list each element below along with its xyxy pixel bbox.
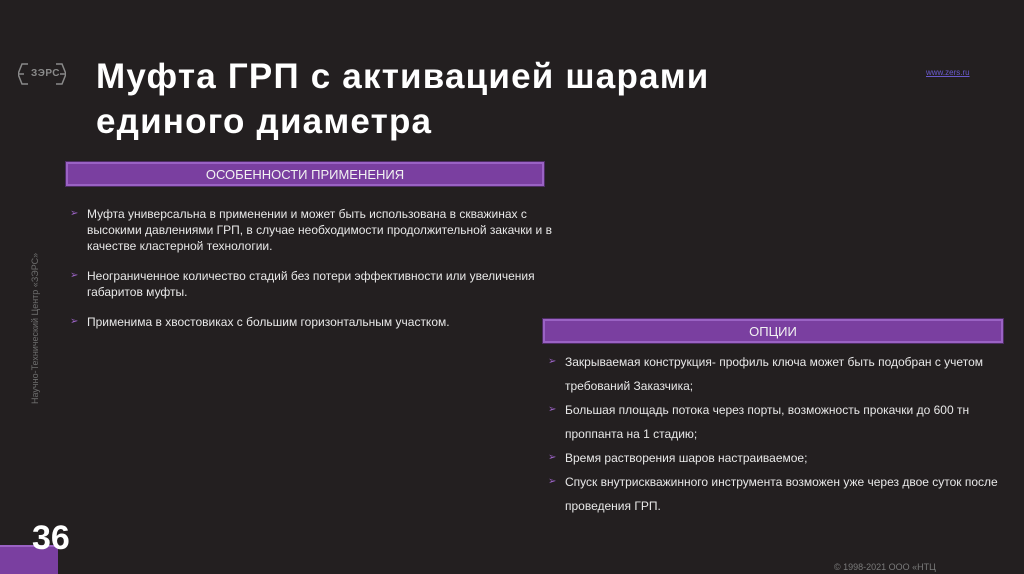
list-item: [70, 268, 560, 300]
list-item-text: Муфта универсальна в применении и может быть использована в скважинах с высокими давлениями ГРП, в случае необходимости продолжительной закачки и в качестве кластерной технологии.: [87, 207, 552, 253]
chevron-right-icon: ➢: [548, 404, 557, 415]
list-item-text: Закрываемая конструкция- профиль ключа может быть подобран с учетом требований Заказчика;: [565, 355, 983, 393]
features-heading: ОСОБЕННОСТИ ПРИМЕНЕНИЯ: [66, 162, 544, 186]
list-item-text: Большая площадь потока через порты, возможность прокачки до 600 тн проппанта на 1 стадию;: [565, 403, 970, 441]
vertical-company-caption: Научно-Технический Центр «ЗЭРС»: [30, 252, 40, 404]
logo-text: ЗЭРС: [31, 68, 61, 79]
features-list: [70, 206, 560, 344]
chevron-right-icon: ➢: [548, 356, 557, 367]
options-heading: ОПЦИИ: [543, 319, 1003, 343]
list-item-text: Неограниченное количество стадий без потери эффективности или увеличения габаритов муфты.: [87, 269, 535, 299]
options-list: [548, 350, 1008, 518]
chevron-right-icon: ➢: [70, 316, 79, 327]
title-line-2: единого диаметра: [96, 102, 433, 141]
list-item-text: Применима в хвостовиках с большим горизонтальным участком.: [87, 315, 450, 329]
list-item: [548, 398, 1008, 446]
list-item: [70, 314, 560, 330]
chevron-right-icon: ➢: [548, 476, 557, 487]
chevron-right-icon: ➢: [70, 208, 79, 219]
chevron-right-icon: ➢: [70, 270, 79, 281]
list-item: [70, 206, 560, 254]
company-logo: [18, 62, 66, 86]
list-item: [548, 446, 1008, 470]
chevron-right-icon: ➢: [548, 452, 557, 463]
copyright-text: © 1998-2021 ООО «НТЦ: [834, 562, 936, 572]
list-item: [548, 350, 1008, 398]
page-title: [96, 54, 896, 144]
list-item-text: Время растворения шаров настраиваемое;: [565, 451, 808, 465]
list-item: [548, 470, 1008, 518]
list-item-text: Спуск внутрискважинного инструмента возможен уже через двое суток после проведения ГРП.: [565, 475, 998, 513]
page-number: 36: [32, 519, 70, 557]
website-link[interactable]: www.zers.ru: [926, 68, 970, 77]
title-line-1: Муфта ГРП с активацией шарами: [96, 57, 710, 96]
